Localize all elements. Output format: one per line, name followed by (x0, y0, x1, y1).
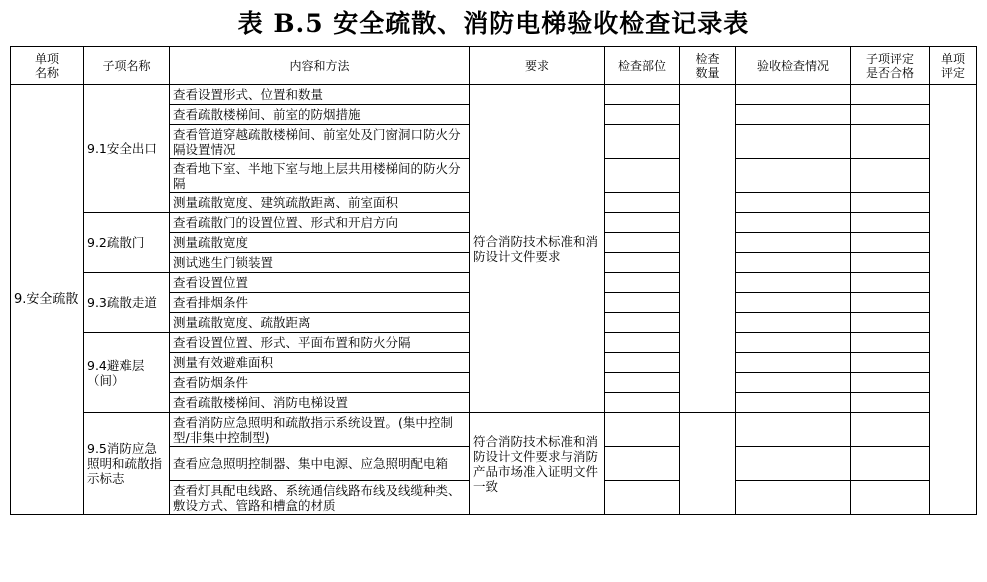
header-quantity: 检查 数量 (680, 47, 736, 85)
location-cell[interactable] (605, 393, 680, 413)
sub-eval-cell[interactable] (851, 373, 930, 393)
sub-eval-cell[interactable] (851, 293, 930, 313)
sub-name-9-5: 9.5消防应急照明和疏散指示标志 (84, 413, 170, 515)
sub-eval-cell[interactable] (851, 159, 930, 193)
situation-cell[interactable] (736, 253, 851, 273)
location-cell[interactable] (605, 373, 680, 393)
sub-eval-cell[interactable] (851, 213, 930, 233)
sub-eval-cell[interactable] (851, 481, 930, 515)
content-cell: 查看消防应急照明和疏散指示系统设置。(集中控制型/非集中控制型) (170, 413, 470, 447)
location-cell[interactable] (605, 85, 680, 105)
sub-eval-cell[interactable] (851, 193, 930, 213)
sub-eval-cell[interactable] (851, 253, 930, 273)
header-sub-eval: 子项评定 是否合格 (851, 47, 930, 85)
location-cell[interactable] (605, 333, 680, 353)
content-cell: 测试逃生门锁装置 (170, 253, 470, 273)
content-cell: 查看地下室、半地下室与地上层共用楼梯间的防火分隔 (170, 159, 470, 193)
quantity-cell-2[interactable] (680, 413, 736, 515)
situation-cell[interactable] (736, 481, 851, 515)
header-situation: 验收检查情况 (736, 47, 851, 85)
sub-eval-cell[interactable] (851, 447, 930, 481)
sub-eval-cell[interactable] (851, 105, 930, 125)
sub-eval-cell[interactable] (851, 353, 930, 373)
header-sub-name: 子项名称 (84, 47, 170, 85)
sub-name-9-3: 9.3疏散走道 (84, 273, 170, 333)
location-cell[interactable] (605, 213, 680, 233)
sub-eval-cell[interactable] (851, 313, 930, 333)
situation-cell[interactable] (736, 447, 851, 481)
location-cell[interactable] (605, 481, 680, 515)
sub-name-9-1: 9.1安全出口 (84, 85, 170, 213)
header-content: 内容和方法 (170, 47, 470, 85)
location-cell[interactable] (605, 253, 680, 273)
location-cell[interactable] (605, 159, 680, 193)
requirement-cell-2: 符合消防技术标准和消防设计文件要求与消防产品市场准入证明文件一致 (470, 413, 605, 515)
content-cell: 查看疏散门的设置位置、形式和开启方向 (170, 213, 470, 233)
sub-name-9-4: 9.4避难层（间） (84, 333, 170, 413)
content-cell: 测量有效避难面积 (170, 353, 470, 373)
content-cell: 测量疏散宽度、建筑疏散距离、前室面积 (170, 193, 470, 213)
location-cell[interactable] (605, 233, 680, 253)
page-title: 表 B.5 安全疏散、消防电梯验收检查记录表 (237, 9, 750, 38)
header-requirement: 要求 (470, 47, 605, 85)
content-cell: 测量疏散宽度、疏散距离 (170, 313, 470, 333)
sub-eval-cell[interactable] (851, 273, 930, 293)
situation-cell[interactable] (736, 233, 851, 253)
header-location: 检查部位 (605, 47, 680, 85)
sub-eval-cell[interactable] (851, 413, 930, 447)
content-cell: 查看疏散楼梯间、前室的防烟措施 (170, 105, 470, 125)
content-cell: 查看设置形式、位置和数量 (170, 85, 470, 105)
sub-name-9-2: 9.2疏散门 (84, 213, 170, 273)
header-unit-name: 单项 名称 (11, 47, 84, 85)
situation-cell[interactable] (736, 373, 851, 393)
sub-eval-cell[interactable] (851, 233, 930, 253)
sub-eval-cell[interactable] (851, 125, 930, 159)
content-cell: 查看灯具配电线路、系统通信线路布线及线缆种类、敷设方式、管路和槽盒的材质 (170, 481, 470, 515)
situation-cell[interactable] (736, 125, 851, 159)
content-cell: 查看防烟条件 (170, 373, 470, 393)
header-unit-eval: 单项 评定 (930, 47, 977, 85)
situation-cell[interactable] (736, 293, 851, 313)
situation-cell[interactable] (736, 393, 851, 413)
content-cell: 查看设置位置 (170, 273, 470, 293)
location-cell[interactable] (605, 273, 680, 293)
content-cell: 查看管道穿越疏散楼梯间、前室处及门窗洞口防火分隔设置情况 (170, 125, 470, 159)
location-cell[interactable] (605, 293, 680, 313)
situation-cell[interactable] (736, 413, 851, 447)
situation-cell[interactable] (736, 213, 851, 233)
quantity-cell-1[interactable] (680, 85, 736, 413)
situation-cell[interactable] (736, 313, 851, 333)
situation-cell[interactable] (736, 159, 851, 193)
content-cell: 查看设置位置、形式、平面布置和防火分隔 (170, 333, 470, 353)
location-cell[interactable] (605, 447, 680, 481)
situation-cell[interactable] (736, 85, 851, 105)
location-cell[interactable] (605, 193, 680, 213)
situation-cell[interactable] (736, 353, 851, 373)
sub-eval-cell[interactable] (851, 85, 930, 105)
inspection-table (10, 46, 977, 515)
content-cell: 查看应急照明控制器、集中电源、应急照明配电箱 (170, 447, 470, 481)
situation-cell[interactable] (736, 273, 851, 293)
content-cell: 查看排烟条件 (170, 293, 470, 313)
location-cell[interactable] (605, 313, 680, 333)
content-cell: 查看疏散楼梯间、消防电梯设置 (170, 393, 470, 413)
content-cell: 测量疏散宽度 (170, 233, 470, 253)
sub-eval-cell[interactable] (851, 333, 930, 353)
sub-eval-cell[interactable] (851, 393, 930, 413)
location-cell[interactable] (605, 105, 680, 125)
situation-cell[interactable] (736, 105, 851, 125)
location-cell[interactable] (605, 353, 680, 373)
situation-cell[interactable] (736, 193, 851, 213)
location-cell[interactable] (605, 413, 680, 447)
unit-name-cell: 9.安全疏散 (11, 85, 84, 515)
unit-eval-cell[interactable] (930, 85, 977, 515)
situation-cell[interactable] (736, 333, 851, 353)
requirement-cell-1: 符合消防技术标准和消防设计文件要求 (470, 85, 605, 413)
location-cell[interactable] (605, 125, 680, 159)
